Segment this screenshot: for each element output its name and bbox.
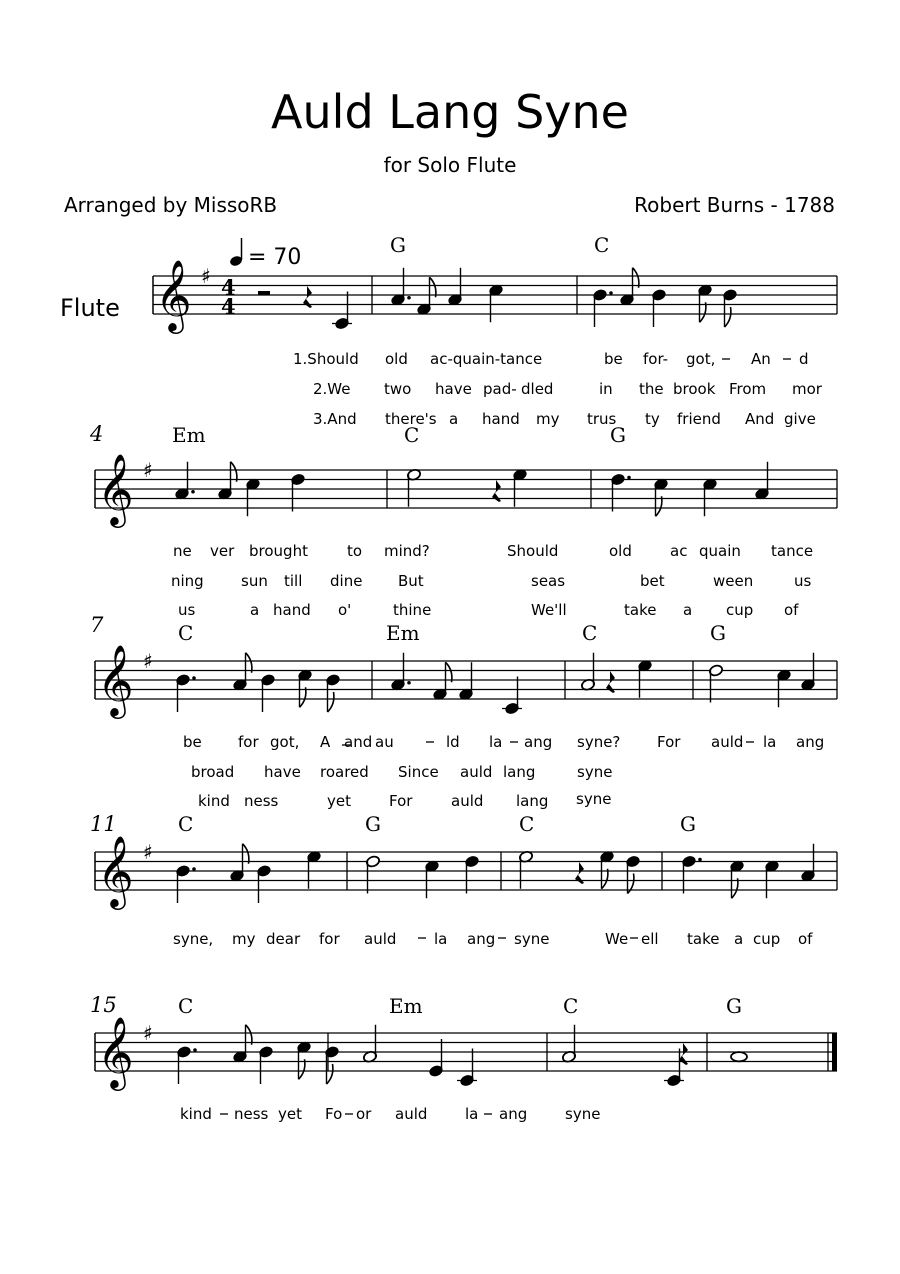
lyric-syllable: or <box>356 1105 372 1123</box>
lyric-syllable: au <box>375 733 394 751</box>
lyric-syllable: ell <box>641 930 659 948</box>
lyric-syllable: auld <box>364 930 397 948</box>
lyric-syllable: and <box>344 733 373 751</box>
lyric-syllable: sun <box>241 572 268 590</box>
lyric-syllable: for- <box>643 350 669 368</box>
lyric-syllable: ang <box>499 1105 528 1123</box>
chord-symbol: C <box>178 994 194 1018</box>
lyric-syllable: auld <box>395 1105 428 1123</box>
key-signature-sharp-icon: ♯ <box>143 649 153 673</box>
lyric-syllable: to <box>347 542 363 560</box>
lyric-syllable: a <box>250 601 260 619</box>
lyric-syllable: For <box>389 792 413 810</box>
lyric-syllable: dine <box>330 572 363 590</box>
lyric-syllable: Since <box>398 763 439 781</box>
lyric-syllable: la <box>434 930 448 948</box>
chord-symbol: Em <box>172 423 206 447</box>
lyric-syllable: 2.We <box>313 380 351 398</box>
lyric-syllable: kind <box>198 792 230 810</box>
lyric-syllable: auld <box>711 733 744 751</box>
key-signature-sharp-icon: ♯ <box>143 458 153 482</box>
lyric-syllable: in <box>599 380 613 398</box>
chord-symbol: G <box>390 233 406 257</box>
chord-symbol: G <box>726 994 742 1018</box>
lyric-syllable: But <box>398 572 424 590</box>
lyric-syllable: We <box>605 930 629 948</box>
lyric-syllable: broad <box>191 763 235 781</box>
lyric-syllable: dled <box>521 380 554 398</box>
lyric-syllable: of <box>784 601 799 619</box>
lyric-syllable: syne? <box>577 733 621 751</box>
lyric-syllable: auld <box>451 792 484 810</box>
chord-symbol: C <box>178 621 194 645</box>
chord-symbol: Em <box>386 621 420 645</box>
lyric-syllable: mor <box>792 380 822 398</box>
treble-clef-icon: 𝄞 <box>97 452 134 525</box>
lyric-syllable: ac <box>670 542 688 560</box>
key-signature-sharp-icon: ♯ <box>143 840 153 864</box>
lyric-syllable: ness <box>234 1105 269 1123</box>
chord-symbol: G <box>365 812 381 836</box>
lyric-syllable: there's <box>385 410 437 428</box>
lyric-syllable: And <box>745 410 775 428</box>
note-flag <box>430 277 436 297</box>
lyric-syllable: have <box>435 380 472 398</box>
measure-number: 15 <box>90 993 117 1017</box>
augmentation-dot <box>192 867 196 871</box>
lyric-syllable: a <box>683 601 693 619</box>
lyric-syllable: ld <box>446 733 460 751</box>
note-flag <box>243 844 249 864</box>
augmentation-dot <box>609 291 613 295</box>
lyric-syllable: ang <box>796 733 825 751</box>
lyric-syllable: got, <box>686 350 716 368</box>
note-flag <box>602 869 608 889</box>
lyric-syllable: us <box>794 572 812 590</box>
chord-symbol: C <box>404 423 420 447</box>
lyric-syllable: auld <box>460 763 493 781</box>
note-flag <box>231 462 237 482</box>
measure-number: 4 <box>90 422 104 446</box>
note-head <box>731 1052 747 1061</box>
lyric-syllable: An <box>751 350 771 368</box>
lyric-syllable: till <box>284 572 303 590</box>
lyric-syllable: have <box>264 763 301 781</box>
note-flag <box>246 1025 252 1045</box>
lyric-hyphens <box>220 359 791 1114</box>
lyric-syllable: For <box>657 733 681 751</box>
measure-number: 7 <box>90 613 104 637</box>
lyric-syllable: old <box>609 542 632 560</box>
lyric-syllable: syne <box>576 790 612 808</box>
lyric-syllable: for <box>319 930 340 948</box>
lyric-syllable: friend <box>677 410 721 428</box>
lyric-syllable: thine <box>393 601 432 619</box>
lyric-syllable: seas <box>531 572 566 590</box>
lyric-syllable: ning <box>171 572 204 590</box>
lyric-syllable: d <box>799 350 809 368</box>
note-flag <box>300 687 306 707</box>
augmentation-dot <box>627 476 631 480</box>
key-signature-sharp-icon: ♯ <box>201 264 211 288</box>
lyric-syllable: ver <box>210 542 235 560</box>
chord-symbol: G <box>680 812 696 836</box>
lyric-syllable: brook <box>673 380 716 398</box>
lyric-syllable: for <box>238 733 259 751</box>
note-flag <box>446 662 452 682</box>
lyric-syllable: brought <box>249 542 308 560</box>
tempo-value: = 70 <box>248 245 302 270</box>
lyric-syllable: ang <box>467 930 496 948</box>
lyric-syllable: 3.And <box>313 410 357 428</box>
lyric-syllable: hand <box>273 601 311 619</box>
lyric-syllable: trus <box>587 410 617 428</box>
time-signature-top: 4 <box>221 275 236 300</box>
lyric-syllable: take <box>687 930 720 948</box>
lyric-syllable: Fo <box>325 1105 343 1123</box>
key-signature-sharp-icon: ♯ <box>143 1021 153 1045</box>
chord-symbol: C <box>563 994 579 1018</box>
lyric-syllable: mind? <box>384 542 430 560</box>
lyric-syllable: my <box>536 410 560 428</box>
instrument-label: Flute <box>60 294 120 322</box>
chord-symbol: C <box>178 812 194 836</box>
chord-symbol: C <box>519 812 535 836</box>
lyric-syllable: A <box>320 733 331 751</box>
note-flag <box>732 878 738 898</box>
chord-symbol: C <box>594 233 610 257</box>
lyric-syllable: ween <box>713 572 754 590</box>
song-subtitle: for Solo Flute <box>383 153 517 177</box>
note-flag <box>299 1059 305 1079</box>
lyric-syllable: be <box>183 733 202 751</box>
augmentation-dot <box>407 296 411 300</box>
lyric-syllable: ang <box>524 733 553 751</box>
lyric-syllable: syne, <box>173 930 214 948</box>
chord-symbol: G <box>610 423 626 447</box>
note-flag <box>700 302 706 322</box>
lyric-syllable: a <box>449 410 459 428</box>
augmentation-dot <box>192 676 196 680</box>
lyric-syllable: cup <box>753 930 781 948</box>
time-signature-bottom: 4 <box>221 294 236 319</box>
lyric-syllable: ne <box>173 542 192 560</box>
lyric-syllable: yet <box>327 792 351 810</box>
tempo-marking <box>229 238 302 270</box>
arranger-credit: Arranged by MissoRB <box>64 193 278 217</box>
note-flag <box>246 653 252 673</box>
lyric-syllable: two <box>384 380 412 398</box>
lyric-syllable: 1.Should <box>293 350 359 368</box>
chord-symbol: Em <box>389 994 423 1018</box>
augmentation-dot <box>698 858 702 862</box>
lyric-syllable: us <box>178 601 196 619</box>
lyric-syllable: la <box>465 1105 479 1123</box>
lyric-syllable: quain <box>699 542 741 560</box>
treble-clef-icon: 𝄞 <box>155 258 192 331</box>
lyric-syllable: lang <box>516 792 549 810</box>
lyric-syllable: ac-quain-tance <box>430 350 543 368</box>
lyric-syllable: kind <box>180 1105 212 1123</box>
lyric-syllable: syne <box>577 763 613 781</box>
treble-clef-icon: 𝄞 <box>97 834 134 907</box>
lyric-syllable: la <box>489 733 503 751</box>
lyric-syllable: the <box>639 380 664 398</box>
lyric-syllable: bet <box>640 572 665 590</box>
lyric-syllable: roared <box>320 763 369 781</box>
treble-clef-icon: 𝄞 <box>97 643 134 716</box>
song-title: Auld Lang Syne <box>271 85 629 139</box>
lyric-syllable: old <box>385 350 408 368</box>
note-flag <box>656 496 662 516</box>
half-rest-icon <box>258 291 270 295</box>
treble-clef-icon: 𝄞 <box>97 1015 134 1088</box>
final-barline-thick <box>832 1033 837 1071</box>
lyric-syllable: hand <box>482 410 520 428</box>
augmentation-dot <box>193 1048 197 1052</box>
lyric-syllable: be <box>604 350 623 368</box>
lyric-syllable: pad- <box>483 380 517 398</box>
lyric-syllable: of <box>798 930 813 948</box>
augmentation-dot <box>407 681 411 685</box>
composer-credit: Robert Burns - 1788 <box>634 193 835 217</box>
lyric-syllable: ness <box>244 792 279 810</box>
lyric-syllable: got, <box>270 733 300 751</box>
lyric-syllable: a <box>734 930 744 948</box>
lyric-syllable: dear <box>266 930 301 948</box>
note-flag <box>725 307 731 327</box>
lyric-syllable: From <box>729 380 767 398</box>
lyric-syllable: yet <box>278 1105 302 1123</box>
note-flag <box>328 692 334 712</box>
lyric-syllable: cup <box>726 601 754 619</box>
lyric-syllable: ty <box>645 410 660 428</box>
lyric-syllable: o' <box>338 601 352 619</box>
lyric-syllable: We'll <box>531 601 567 619</box>
chord-symbol: C <box>582 621 598 645</box>
lyric-syllable: tance <box>771 542 814 560</box>
lyric-syllable: Should <box>507 542 559 560</box>
lyric-syllable: syne <box>514 930 550 948</box>
measure-number: 11 <box>90 812 117 836</box>
lyric-syllable: my <box>232 930 256 948</box>
note-flag <box>633 268 639 288</box>
lyric-syllable: lang <box>503 763 536 781</box>
lyric-syllable: la <box>763 733 777 751</box>
augmentation-dot <box>191 490 195 494</box>
lyric-syllable: take <box>624 601 657 619</box>
lyric-syllable: syne <box>565 1105 601 1123</box>
lyric-syllable: give <box>784 410 816 428</box>
chord-symbol: G <box>710 621 726 645</box>
